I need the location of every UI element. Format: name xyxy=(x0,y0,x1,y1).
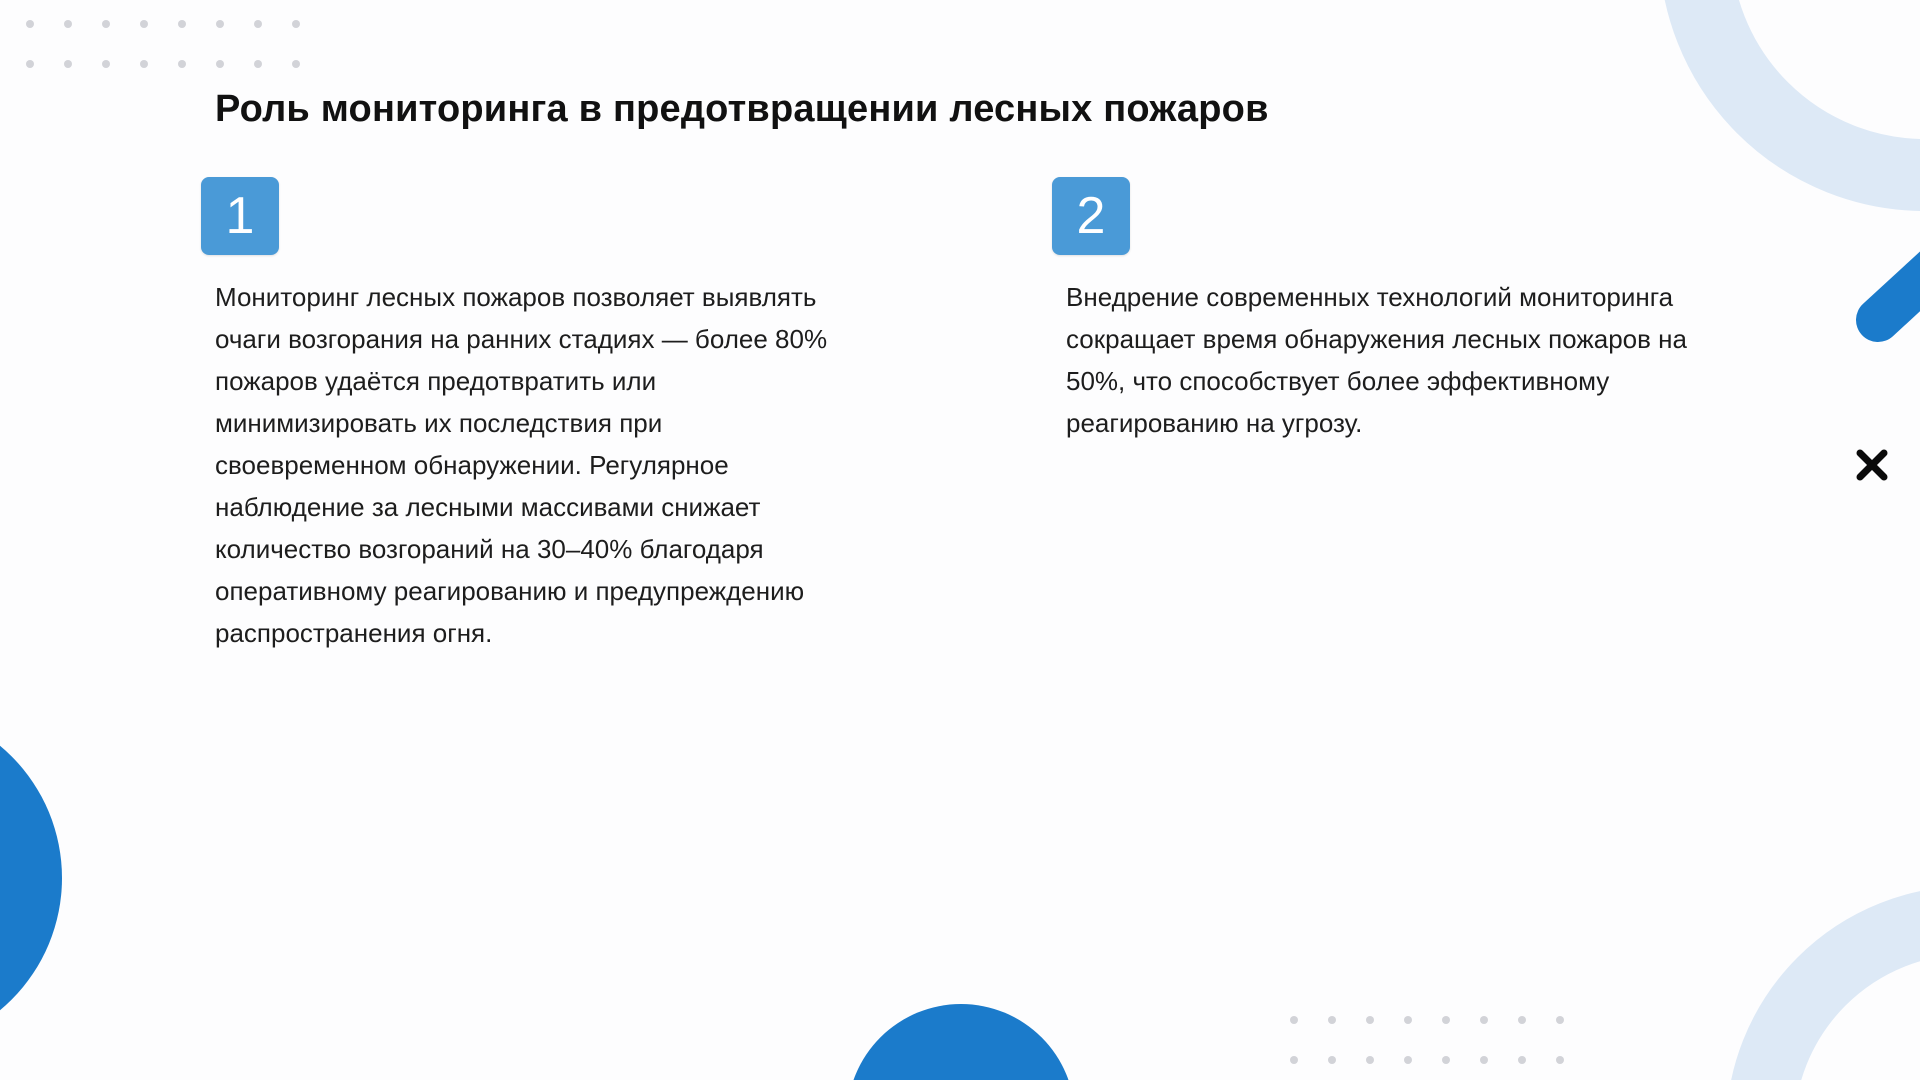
number-badge-2: 2 xyxy=(1052,177,1130,255)
point-2-text: Внедрение современных технологий мониторинга сокращает время обнаружения лесных пожаров на 50%, что способствует более эффективному реагированию на угрозу. xyxy=(1066,282,1687,438)
number-badge-1: 1 xyxy=(201,177,279,255)
page-title: Роль мониторинга в предотвращении лесных пожаров xyxy=(215,88,1269,130)
close-icon[interactable] xyxy=(1855,448,1889,482)
dot-grid-top-left xyxy=(26,20,300,68)
dot-grid-bottom-right xyxy=(1290,1016,1564,1064)
point-1-text: Мониторинг лесных пожаров позволяет выявлять очаги возгорания на ранних стадиях — более 80% пожаров удаётся предотвратить или минимизировать их последствия при своевременном обнаружении. Регулярное наблюдение за лесными массивами снижает количество возгораний на 30–40% благодаря оперативному реагированию и предупреждению распространения огня. xyxy=(215,282,828,648)
